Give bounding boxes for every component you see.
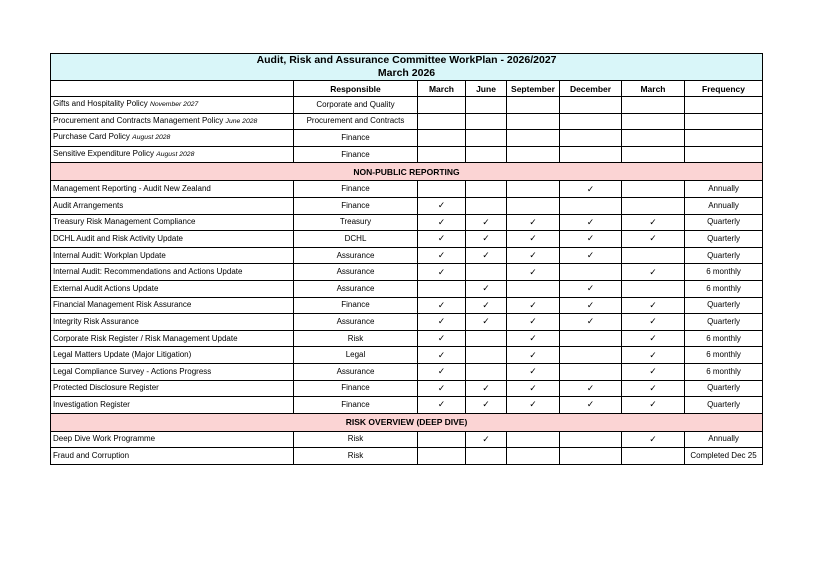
frequency-cell (685, 130, 763, 147)
schedule-cell (622, 280, 685, 297)
schedule-cell (466, 181, 507, 198)
item-cell (51, 130, 294, 147)
schedule-cell (418, 380, 466, 397)
frequency-cell: Quarterly (685, 231, 763, 248)
table-row (51, 97, 763, 114)
responsible-cell: Assurance (294, 314, 418, 331)
table-row (51, 380, 763, 397)
schedule-cell (418, 330, 466, 347)
column-header-item (51, 81, 294, 97)
schedule-cell (622, 247, 685, 264)
frequency-cell: Quarterly (685, 380, 763, 397)
responsible-cell: Finance (294, 146, 418, 163)
schedule-cell (560, 448, 622, 465)
item-name: Deep Dive Work Programme (53, 434, 156, 444)
schedule-cell (418, 130, 466, 147)
schedule-cell (466, 363, 507, 380)
frequency-cell: Quarterly (685, 214, 763, 231)
item-name: Audit Arrangements (53, 200, 124, 210)
check-icon: ✓ (649, 266, 657, 277)
schedule-cell (507, 363, 560, 380)
check-icon: ✓ (437, 200, 446, 211)
check-icon: ✓ (649, 382, 657, 393)
schedule-cell (622, 330, 685, 347)
schedule-cell (507, 380, 560, 397)
responsible-cell: Finance (294, 397, 418, 414)
schedule-cell (622, 97, 685, 114)
frequency-cell: Quarterly (685, 247, 763, 264)
item-review-date: June 2028 (225, 117, 258, 125)
responsible-cell: Risk (294, 330, 418, 347)
workplan-title: Audit, Risk and Assurance Committee WorkPlan - 2026/2027 (51, 54, 763, 68)
check-icon: ✓ (437, 399, 446, 410)
check-icon: ✓ (437, 266, 446, 277)
table-row (51, 448, 763, 465)
schedule-cell (418, 181, 466, 198)
responsible-cell: Corporate and Quality (294, 97, 418, 114)
schedule-cell (622, 297, 685, 314)
item-name: Internal Audit: Workplan Update (53, 250, 166, 260)
schedule-cell (466, 280, 507, 297)
schedule-cell (418, 197, 466, 214)
check-icon: ✓ (437, 299, 446, 310)
table-row (51, 146, 763, 163)
schedule-cell (622, 130, 685, 147)
check-icon: ✓ (437, 349, 446, 360)
schedule-cell (507, 181, 560, 198)
check-icon: ✓ (649, 333, 657, 344)
check-icon: ✓ (529, 266, 537, 277)
table-row (51, 280, 763, 297)
schedule-cell (418, 448, 466, 465)
schedule-cell (418, 297, 466, 314)
responsible-cell: Finance (294, 130, 418, 147)
schedule-cell (418, 264, 466, 281)
schedule-cell (418, 363, 466, 380)
schedule-cell (466, 330, 507, 347)
schedule-cell (418, 231, 466, 248)
responsible-cell: Assurance (294, 264, 418, 281)
schedule-cell (560, 214, 622, 231)
item-name: External Audit Actions Update (53, 283, 159, 293)
check-icon: ✓ (529, 299, 537, 310)
column-header-responsible: Responsible (294, 81, 418, 97)
responsible-cell: Finance (294, 197, 418, 214)
check-icon: ✓ (529, 349, 537, 360)
schedule-cell (507, 197, 560, 214)
table-row (51, 431, 763, 448)
check-icon: ✓ (586, 183, 595, 194)
check-icon: ✓ (529, 250, 537, 261)
schedule-cell (560, 297, 622, 314)
check-icon: ✓ (482, 233, 490, 244)
schedule-cell (560, 113, 622, 130)
responsible-cell: Legal (294, 347, 418, 364)
frequency-cell (685, 113, 763, 130)
item-cell (51, 330, 294, 347)
check-icon: ✓ (437, 316, 446, 327)
schedule-cell (560, 97, 622, 114)
frequency-cell: 6 monthly (685, 347, 763, 364)
schedule-cell (622, 231, 685, 248)
schedule-cell (418, 214, 466, 231)
check-icon: ✓ (586, 299, 595, 310)
column-header-june: June (466, 81, 507, 97)
item-cell (51, 280, 294, 297)
schedule-cell (560, 397, 622, 414)
table-row (51, 214, 763, 231)
check-icon: ✓ (586, 216, 595, 227)
schedule-cell (466, 247, 507, 264)
schedule-cell (622, 214, 685, 231)
item-cell (51, 380, 294, 397)
check-icon: ✓ (482, 399, 490, 410)
schedule-cell (560, 363, 622, 380)
check-icon: ✓ (586, 382, 595, 393)
schedule-cell (466, 214, 507, 231)
schedule-cell (560, 130, 622, 147)
item-cell (51, 264, 294, 281)
schedule-cell (466, 130, 507, 147)
schedule-cell (418, 113, 466, 130)
table-row (51, 363, 763, 380)
schedule-cell (466, 146, 507, 163)
check-icon: ✓ (482, 299, 490, 310)
schedule-cell (466, 397, 507, 414)
schedule-cell (560, 247, 622, 264)
check-icon: ✓ (437, 216, 446, 227)
schedule-cell (622, 448, 685, 465)
table-row (51, 181, 763, 198)
schedule-cell (507, 247, 560, 264)
schedule-cell (466, 347, 507, 364)
item-name: Procurement and Contracts Management Policy (53, 115, 224, 125)
item-cell (51, 448, 294, 465)
schedule-cell (622, 146, 685, 163)
schedule-cell (560, 330, 622, 347)
schedule-cell (622, 264, 685, 281)
schedule-cell (418, 247, 466, 264)
schedule-cell (507, 280, 560, 297)
table-row (51, 264, 763, 281)
schedule-cell (622, 363, 685, 380)
table-row (51, 113, 763, 130)
item-cell (51, 297, 294, 314)
item-name: Internal Audit: Recommendations and Actions Update (53, 267, 243, 277)
check-icon: ✓ (482, 433, 490, 444)
frequency-cell: Quarterly (685, 397, 763, 414)
frequency-cell: 6 monthly (685, 264, 763, 281)
table-row (51, 397, 763, 414)
schedule-cell (560, 264, 622, 281)
item-cell (51, 247, 294, 264)
frequency-cell: Quarterly (685, 297, 763, 314)
check-icon: ✓ (529, 382, 537, 393)
item-cell (51, 431, 294, 448)
responsible-cell: Assurance (294, 280, 418, 297)
check-icon: ✓ (529, 316, 537, 327)
item-review-date: August 2028 (132, 134, 171, 142)
schedule-cell (418, 347, 466, 364)
schedule-cell (560, 380, 622, 397)
check-icon: ✓ (482, 283, 490, 294)
check-icon: ✓ (437, 250, 446, 261)
frequency-cell: Annually (685, 181, 763, 198)
item-name: Treasury Risk Management Compliance (53, 217, 196, 227)
schedule-cell (418, 97, 466, 114)
item-name: Purchase Card Policy (53, 132, 130, 142)
frequency-cell: 6 monthly (685, 363, 763, 380)
schedule-cell (466, 314, 507, 331)
check-icon: ✓ (437, 233, 446, 244)
responsible-cell: Assurance (294, 247, 418, 264)
schedule-cell (507, 214, 560, 231)
check-icon: ✓ (649, 399, 657, 410)
schedule-cell (507, 146, 560, 163)
item-name: Fraud and Corruption (53, 451, 130, 461)
item-review-date: August 2028 (156, 151, 195, 159)
schedule-cell (507, 113, 560, 130)
schedule-cell (560, 231, 622, 248)
item-name: Integrity Risk Assurance (53, 316, 139, 326)
schedule-cell (507, 431, 560, 448)
item-cell (51, 363, 294, 380)
table-row (51, 197, 763, 214)
item-cell (51, 314, 294, 331)
column-header-march: March (418, 81, 466, 97)
check-icon: ✓ (649, 349, 657, 360)
check-icon: ✓ (649, 216, 657, 227)
item-name: Protected Disclosure Register (53, 383, 159, 393)
item-cell (51, 397, 294, 414)
table-row (51, 330, 763, 347)
responsible-cell: DCHL (294, 231, 418, 248)
schedule-cell (622, 181, 685, 198)
responsible-cell: Finance (294, 380, 418, 397)
responsible-cell: Finance (294, 181, 418, 198)
table-row (51, 314, 763, 331)
frequency-cell: 6 monthly (685, 330, 763, 347)
check-icon: ✓ (529, 216, 537, 227)
schedule-cell (466, 113, 507, 130)
check-icon: ✓ (586, 250, 595, 261)
column-header-september: September (507, 81, 560, 97)
check-icon: ✓ (529, 233, 537, 244)
schedule-cell (622, 314, 685, 331)
table-row (51, 130, 763, 147)
schedule-cell (560, 146, 622, 163)
item-cell (51, 181, 294, 198)
item-review-date: November 2027 (149, 101, 199, 109)
schedule-cell (622, 197, 685, 214)
item-name: DCHL Audit and Risk Activity Update (53, 233, 183, 243)
item-cell (51, 113, 294, 130)
schedule-cell (507, 330, 560, 347)
check-icon: ✓ (586, 233, 595, 244)
schedule-cell (466, 297, 507, 314)
schedule-cell (560, 347, 622, 364)
check-icon: ✓ (529, 333, 537, 344)
schedule-cell (507, 130, 560, 147)
item-name: Gifts and Hospitality Policy (53, 99, 148, 109)
check-icon: ✓ (649, 316, 657, 327)
check-icon: ✓ (482, 382, 490, 393)
schedule-cell (622, 431, 685, 448)
frequency-cell: 6 monthly (685, 280, 763, 297)
schedule-cell (560, 280, 622, 297)
item-cell (51, 97, 294, 114)
schedule-cell (622, 113, 685, 130)
column-header-frequency: Frequency (685, 81, 763, 97)
schedule-cell (466, 197, 507, 214)
schedule-cell (466, 231, 507, 248)
risk-overview-section-heading-row (51, 413, 763, 431)
check-icon: ✓ (437, 333, 446, 344)
frequency-cell: Annually (685, 197, 763, 214)
check-icon: ✓ (482, 250, 490, 261)
item-name: Sensitive Expenditure Policy (53, 149, 154, 159)
item-name: Financial Management Risk Assurance (53, 300, 192, 310)
column-header-march-next: March (622, 81, 685, 97)
frequency-cell: Completed Dec 25 (685, 448, 763, 465)
schedule-cell (560, 197, 622, 214)
table-row (51, 247, 763, 264)
item-cell (51, 231, 294, 248)
item-name: Management Reporting - Audit New Zealand (53, 184, 211, 194)
check-icon: ✓ (586, 316, 595, 327)
item-cell (51, 197, 294, 214)
schedule-cell (418, 280, 466, 297)
responsible-cell: Treasury (294, 214, 418, 231)
item-cell (51, 347, 294, 364)
schedule-cell (622, 347, 685, 364)
schedule-cell (507, 231, 560, 248)
responsible-cell: Finance (294, 297, 418, 314)
column-header-row (51, 81, 763, 97)
check-icon: ✓ (437, 382, 446, 393)
schedule-cell (560, 431, 622, 448)
item-cell (51, 146, 294, 163)
schedule-cell (418, 431, 466, 448)
check-icon: ✓ (586, 283, 595, 294)
check-icon: ✓ (649, 366, 657, 377)
check-icon: ✓ (529, 399, 537, 410)
frequency-cell (685, 146, 763, 163)
column-header-december: December (560, 81, 622, 97)
schedule-cell (622, 380, 685, 397)
check-icon: ✓ (437, 366, 446, 377)
schedule-cell (466, 264, 507, 281)
check-icon: ✓ (649, 433, 657, 444)
schedule-cell (418, 146, 466, 163)
responsible-cell: Procurement and Contracts (294, 113, 418, 130)
responsible-cell: Assurance (294, 363, 418, 380)
schedule-cell (466, 380, 507, 397)
schedule-cell (418, 314, 466, 331)
check-icon: ✓ (649, 299, 657, 310)
workplan-subtitle: March 2026 (51, 67, 763, 81)
check-icon: ✓ (649, 233, 657, 244)
check-icon: ✓ (529, 366, 537, 377)
check-icon: ✓ (586, 399, 595, 410)
item-name: Investigation Register (53, 399, 130, 409)
workplan-table (50, 53, 763, 465)
schedule-cell (466, 97, 507, 114)
frequency-cell: Quarterly (685, 314, 763, 331)
check-icon: ✓ (482, 316, 490, 327)
item-name: Legal Compliance Survey - Actions Progress (53, 366, 212, 376)
schedule-cell (507, 314, 560, 331)
responsible-cell: Risk (294, 431, 418, 448)
table-row (51, 297, 763, 314)
schedule-cell (466, 431, 507, 448)
schedule-cell (507, 97, 560, 114)
table-row (51, 347, 763, 364)
schedule-cell (507, 397, 560, 414)
schedule-cell (507, 347, 560, 364)
item-cell (51, 214, 294, 231)
schedule-cell (418, 397, 466, 414)
non-public-section-heading: NON-PUBLIC REPORTING (51, 163, 763, 181)
schedule-cell (466, 448, 507, 465)
check-icon: ✓ (482, 216, 490, 227)
subtitle-row (51, 67, 763, 81)
schedule-cell (622, 397, 685, 414)
schedule-cell (507, 448, 560, 465)
schedule-cell (560, 181, 622, 198)
frequency-cell: Annually (685, 431, 763, 448)
non-public-section-heading-row (51, 163, 763, 181)
table-row (51, 231, 763, 248)
responsible-cell: Risk (294, 448, 418, 465)
frequency-cell (685, 97, 763, 114)
schedule-cell (507, 297, 560, 314)
item-name: Legal Matters Update (Major Litigation) (53, 350, 192, 360)
risk-overview-section-heading: RISK OVERVIEW (DEEP DIVE) (51, 413, 763, 431)
schedule-cell (560, 314, 622, 331)
title-row (51, 54, 763, 68)
item-name: Corporate Risk Register / Risk Management Update (53, 333, 238, 343)
schedule-cell (507, 264, 560, 281)
